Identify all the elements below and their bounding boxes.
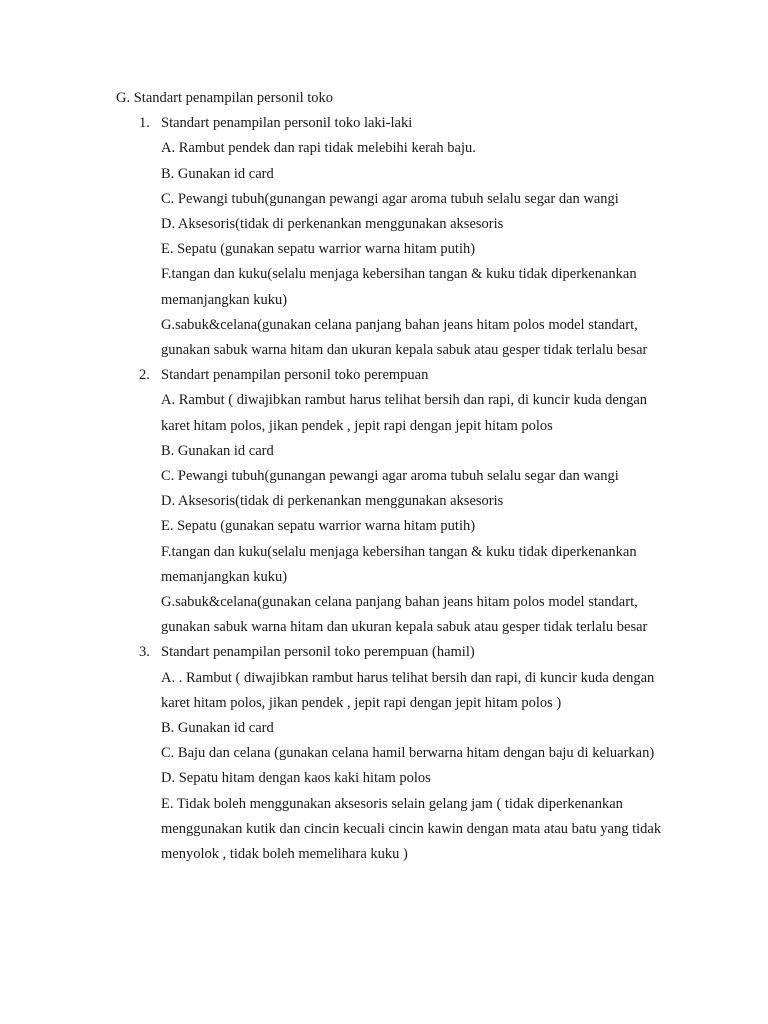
list-section-title [116,111,676,136]
list-section-title [116,363,676,388]
list-item: D. Aksesoris(tidak di perkenankan menggunakan aksesoris [161,216,504,233]
list-item: C. Pewangi tubuh(gunangan pewangi agar aroma tubuh selalu segar dan wangi [161,468,619,485]
list-item: G.sabuk&celana(gunakan celana panjang bahan jeans hitam polos model standart, gunakan sabuk warna hitam dan ukuran kepala sabuk atau gesper tidak terlalu besar [161,316,648,359]
sections-list [116,111,676,867]
list-items [116,666,676,868]
list-item: D. Aksesoris(tidak di perkenankan menggunakan aksesoris [161,493,504,510]
document-body [116,86,676,867]
list-number: 2. [139,367,150,384]
list-item: A. Rambut ( diwajibkan rambut harus telihat bersih dan rapi, di kuncir kuda dengan karet hitam polos, jikan pendek , jepit rapi dengan jepit hitam polos [161,392,648,434]
list-number: 1. [139,115,150,132]
list-section [116,111,676,363]
list-item: A. Rambut pendek dan rapi tidak melebihi kerah baju. [161,140,476,157]
list-section-title [116,640,676,665]
list-section [116,363,676,640]
section-heading: G. Standart penampilan personil toko [116,90,334,106]
list-item: C. Pewangi tubuh(gunangan pewangi agar aroma tubuh selalu segar dan wangi [161,190,619,207]
list-section-title-text: Standart penampilan personil toko perempuan [161,367,429,384]
list-item: B. Gunakan id card [161,165,274,182]
list-number: 3. [139,644,150,661]
list-item: B. Gunakan id card [161,442,274,459]
list-section-title-text: Standart penampilan personil toko perempuan (hamil) [161,644,475,661]
list-item: F.tangan dan kuku(selalu menjaga kebersihan tangan & kuku tidak diperkenankan memanjangkan kuku) [161,543,637,585]
list-section [116,640,676,867]
list-item: B. Gunakan id card [161,720,274,737]
list-section-title-text: Standart penampilan personil toko laki-laki [161,115,413,132]
list-item: G.sabuk&celana(gunakan celana panjang bahan jeans hitam polos model standart, gunakan sabuk warna hitam dan ukuran kepala sabuk atau gesper tidak terlalu besar [161,594,648,636]
list-items [116,136,676,363]
list-item: E. Sepatu (gunakan sepatu warrior warna hitam putih) [161,518,476,535]
list-item: E. Sepatu (gunakan sepatu warrior warna hitam putih) [161,241,476,258]
list-item: A. . Rambut ( diwajibkan rambut harus telihat bersih dan rapi, di kuncir kuda dengan karet hitam polos, jikan pendek , jepit rapi dengan jepit hitam polos ) [161,669,655,711]
list-item: D. Sepatu hitam dengan kaos kaki hitam polos [161,770,431,787]
list-item: E. Tidak boleh menggunakan aksesoris selain gelang jam ( tidak diperkenankan menggunakan kutik dan cincin kecuali cincin kawin dengan mata atau batu yang tidak menyolok , tidak boleh memelihara kuku ) [161,795,662,863]
list-item: C. Baju dan celana (gunakan celana hamil berwarna hitam dengan baju di keluarkan) [161,745,655,762]
list-item: F.tangan dan kuku(selalu menjaga kebersihan tangan & kuku tidak diperkenankan memanjangkan kuku) [161,266,637,308]
list-items [116,388,676,640]
